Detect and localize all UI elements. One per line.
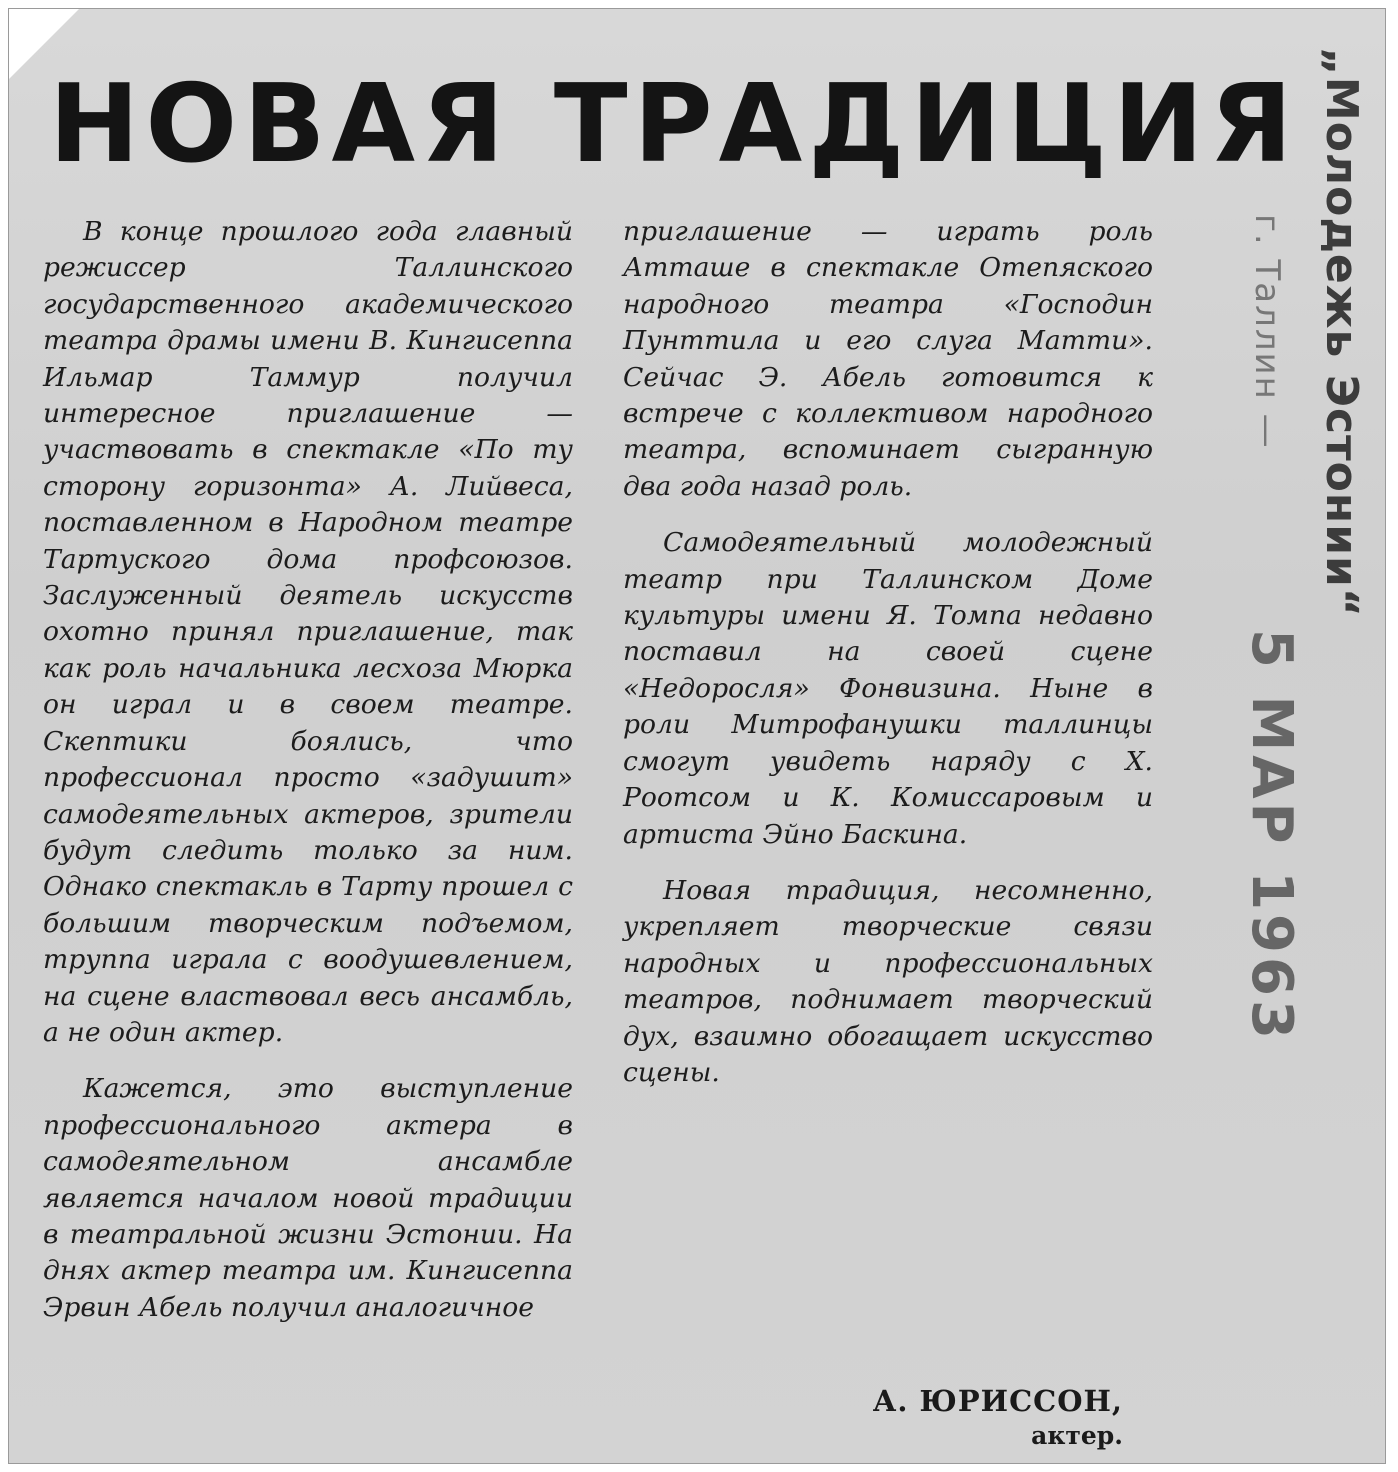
author-role: актер. bbox=[1031, 1421, 1123, 1450]
archive-stamp bbox=[1209, 39, 1398, 1439]
article-paragraph: Новая традиция, несомненно, укрепляет творческие связи народных и профессиональных театров, поднимает творческий дух, взаимно обогащает искусство сцены. bbox=[623, 874, 1153, 1088]
article-headline: НОВАЯ ТРАДИЦИЯ bbox=[49, 62, 1299, 187]
newspaper-clipping bbox=[8, 8, 1386, 1464]
article-paragraph: Самодеятельный молодежный театр при Таллинском Доме культуры имени Я. Томпа недавно поставил на своей сцене «Недоросля» Фонвизина. Ныне в роли Митрофанушки таллинцы смогут увидеть наряду с Х. Роотсом и К. Комиссаровым и артиста Эйно Баскина. bbox=[623, 527, 1153, 850]
author-signature bbox=[623, 1383, 1123, 1453]
article-paragraph: Кажется, это выступление профессионального актера в самодеятельном ансамбле является началом новой традиции в театральной жизни Эстонии. На днях актер театра им. Кингисеппа Эрвин Абель получил аналогичное bbox=[43, 1073, 573, 1323]
author-name: А. ЮРИССОН, bbox=[872, 1384, 1123, 1418]
stamp-date: 5 МАР 1963 bbox=[1239, 629, 1304, 1043]
article-column-right bbox=[623, 214, 1153, 1091]
article-paragraph: В конце прошлого года главный режиссер Таллинского государственного академического театра драмы имени В. Кингисеппа Ильмар Таммур получил интересное приглашение — участвовать в спектакле «По ту сторону горизонта» А. Лийвеса, поставленном в Народном театре Тартуского дома профсоюзов. Заслуженный деятель искусств охотно принял приглашение, так как роль начальника лесхоза Мюрка он играл и в своем театре. Скептики боялись, что профессионал просто «задушит» самодеятельных актеров, зрители будут следить только за ним. Однако спектакль в Тарту прошел с большим творческим подъемом, труппа играла с воодушевлением, на сцене властвовал весь ансамбль, а не один актер. bbox=[43, 216, 573, 1048]
stamp-city: г. Таллин — bbox=[1247, 214, 1287, 450]
stamp-newspaper-name: „Молодежь Эстонии“ bbox=[1316, 47, 1367, 618]
article-column-left bbox=[43, 214, 573, 1326]
article-paragraph-continued: приглашение — играть роль Атташе в спектакле Отепяского народного театра «Господин Пунттила и его слуга Матти». Сейчас Э. Абель готовится к встрече с коллективом народного театра, вспоминает сыгранную два года назад роль. bbox=[623, 216, 1153, 502]
